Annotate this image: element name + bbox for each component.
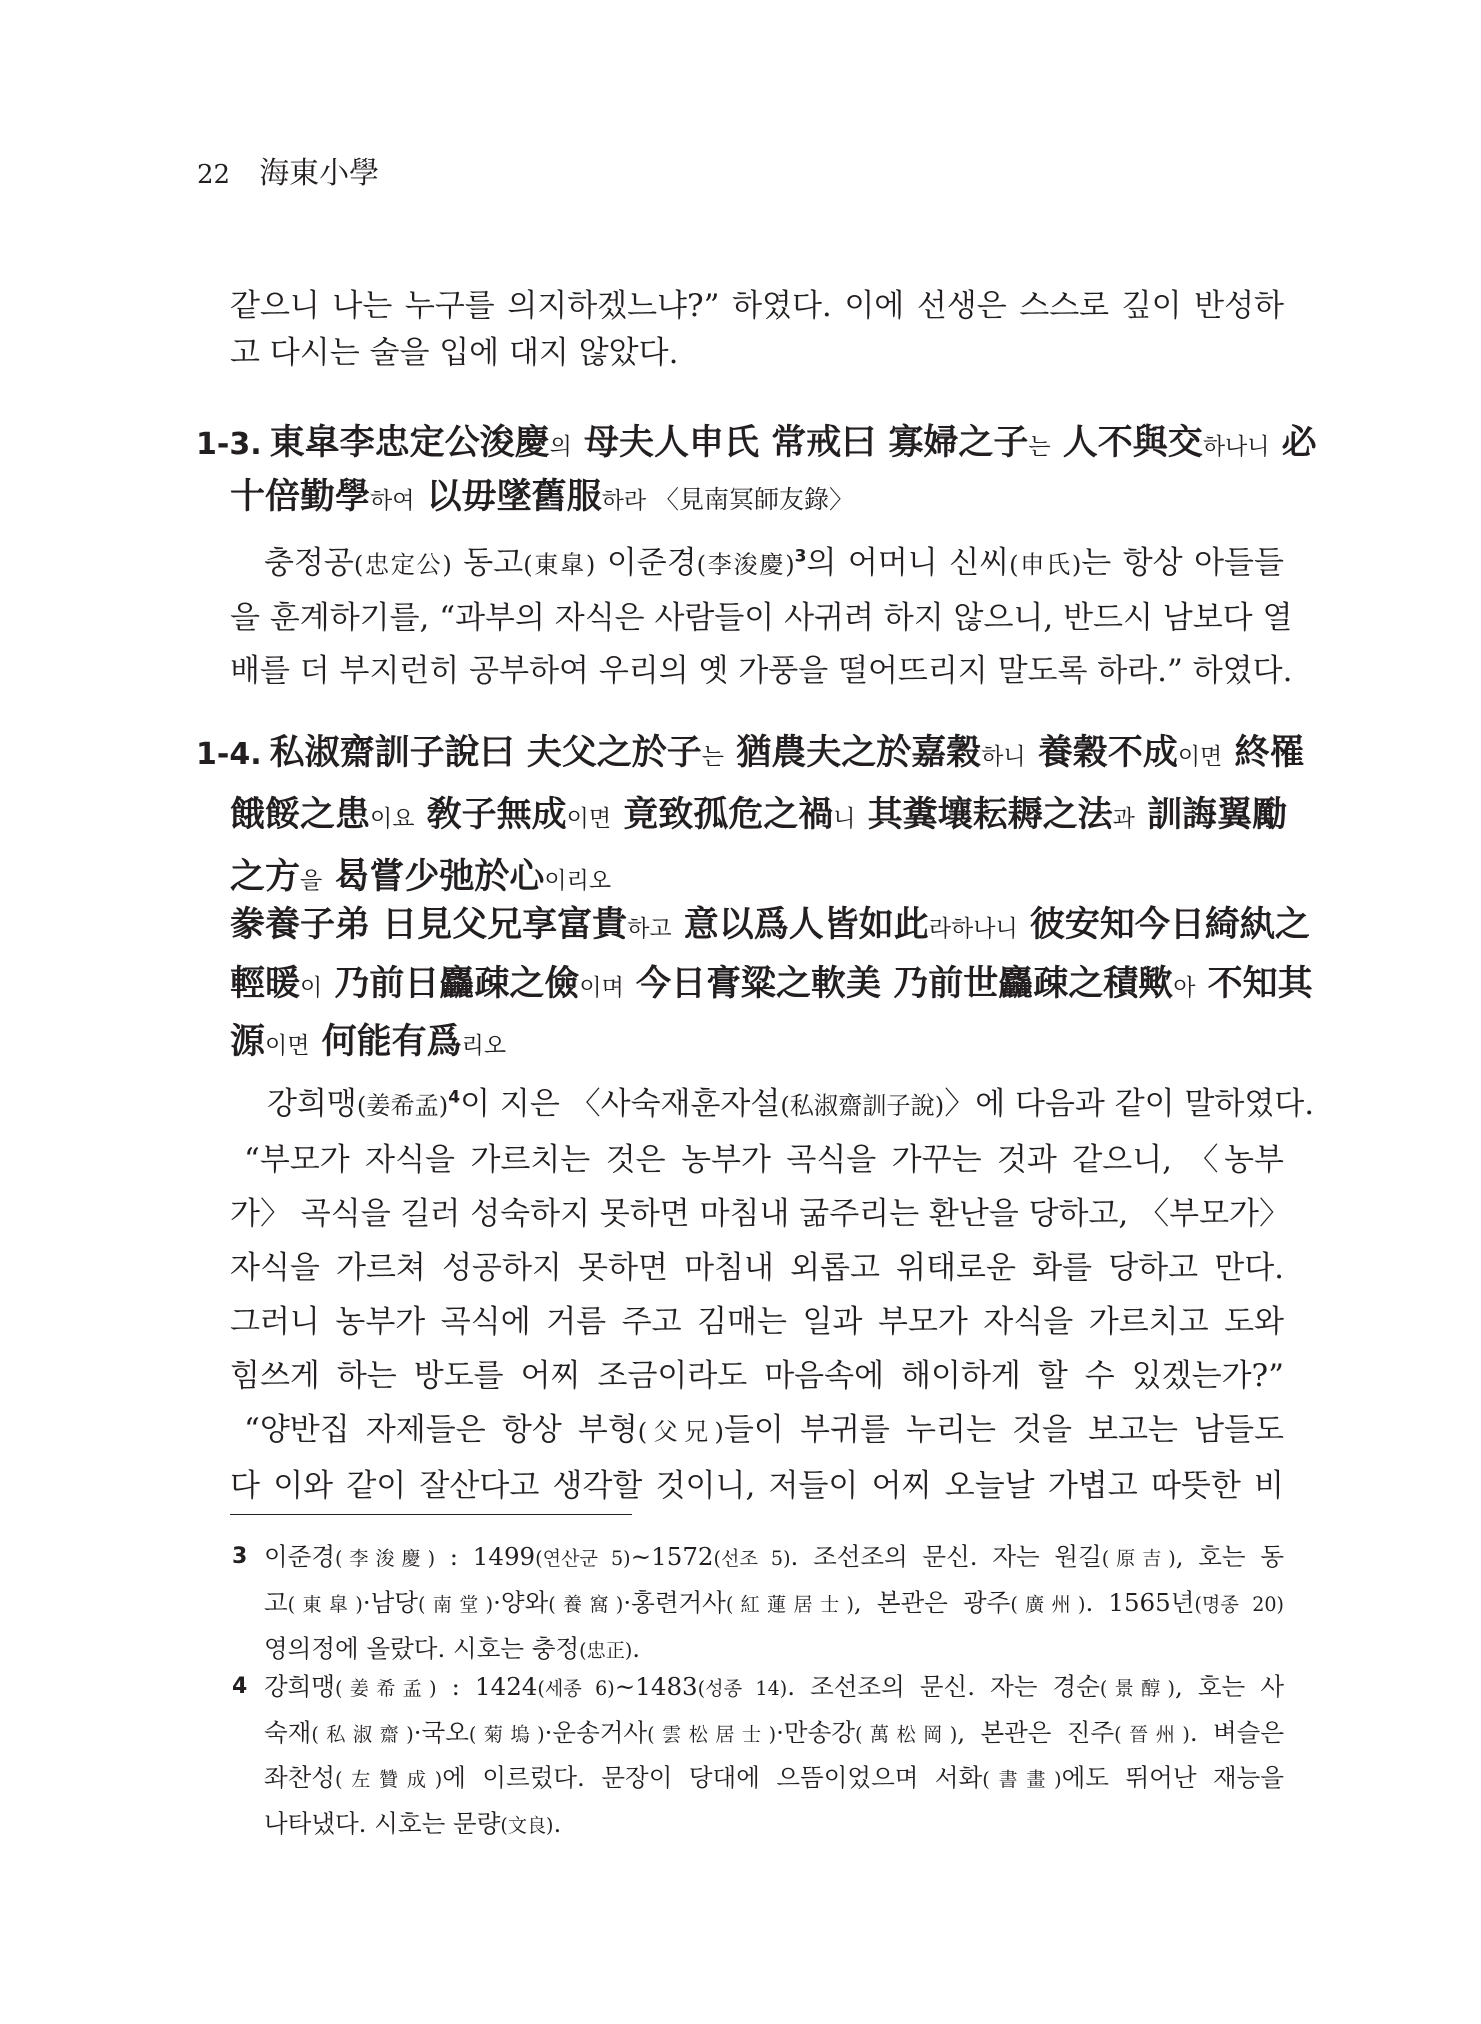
body-text: 에도 뛰어난 재능을 — [1061, 1763, 1285, 1792]
particle-text: 이 — [300, 974, 323, 1001]
text-line — [230, 1133, 1284, 1187]
hanja-annotation: (左贊成) — [335, 1768, 443, 1791]
hanja-annotation: (李浚慶) — [335, 1547, 436, 1570]
text-line — [230, 1295, 1284, 1349]
text-line — [230, 283, 1284, 330]
body-text: , 호는 사 — [1174, 1672, 1284, 1701]
body-text: 에 이르렀다. 문장이 당대에 으뜸이었으며 서화 — [442, 1763, 983, 1792]
text-line — [230, 472, 1284, 526]
hanja-text: 豢養子弟 日見父兄享富貴 — [230, 904, 628, 945]
hanja-text: 餓餒之患 — [230, 794, 371, 835]
hanja-annotation: (東皐) — [287, 1593, 363, 1616]
body-text: 힘쓰게 하는 방도를 어찌 조금이라도 마음속에 해이하게 할 수 있겠는가?” — [230, 1358, 1284, 1394]
hanja-annotation: (書畫) — [982, 1768, 1062, 1791]
hanja-annotation: (萬松岡) — [854, 1722, 958, 1746]
section-1-3-original-text — [196, 418, 1317, 526]
source-citation: 〈見南冥師友錄〉 — [646, 485, 855, 514]
body-text: ·양와 — [493, 1588, 549, 1617]
hanja-annotation: (姜希孟) — [335, 1677, 437, 1700]
hanja-text: 何能有爲 — [309, 1021, 462, 1062]
particle-text: 하고 — [627, 916, 672, 942]
particle-text: 의 — [549, 434, 572, 460]
body-text: 을 훈계하기를, “과부의 자식은 사람들이 사귀려 하지 않으니, 반드시 남보다 열 — [230, 600, 1293, 636]
hanja-annotation: (姜希孟) — [356, 1092, 449, 1120]
body-text: ·남당 — [362, 1588, 418, 1617]
particle-text: 과 — [1112, 806, 1135, 832]
text-line — [264, 1535, 1284, 1581]
section-1-4-translation — [230, 1077, 1315, 1513]
body-text: ~1572 — [630, 1542, 714, 1571]
hanja-text: 之方 — [230, 856, 301, 897]
body-text: 의 어머니 신씨 — [806, 545, 1010, 581]
hanja-text: 猶農夫之於嘉穀 — [724, 732, 982, 773]
hanja-text: 訓誨翼勵 — [1134, 794, 1288, 835]
footnote-marker: 3 — [794, 546, 807, 567]
text-line — [264, 1802, 1284, 1848]
particle-text: 는 — [701, 744, 725, 770]
body-text: 고 — [264, 1588, 288, 1617]
body-text: “양반집 자제들은 항상 부형 — [244, 1412, 638, 1448]
body-text: : 1424 — [436, 1672, 538, 1701]
text-line — [230, 1459, 1284, 1513]
hanja-text: 今日膏粱之軟美 乃前世麤疎之積歟 — [623, 962, 1174, 1004]
text-line — [230, 898, 1310, 957]
footnote-marker: 4 — [448, 1087, 461, 1108]
particle-text: 이요 — [370, 806, 415, 832]
text-line — [230, 645, 1293, 698]
body-text: 배를 더 부지런히 공부하여 우리의 옛 가풍을 떨어뜨리지 말도록 하라.” 하였다. — [230, 653, 1293, 689]
text-line — [196, 418, 1317, 472]
hanja-annotation: (성종 14) — [697, 1677, 788, 1700]
hanja-annotation: (廣州) — [1010, 1593, 1086, 1616]
hanja-text: 不知其 — [1195, 962, 1313, 1004]
hanja-annotation: (忠定公) — [353, 551, 452, 579]
particle-text: 이면 — [265, 1033, 310, 1059]
section-1-4-original-continuation — [230, 898, 1313, 1074]
body-text: 영의정에 올랐다. 시호는 충정 — [264, 1634, 580, 1663]
body-text: 들이 부귀를 누리는 것을 보고는 남들도 — [723, 1412, 1284, 1448]
body-text: ·운송거사 — [544, 1717, 648, 1747]
body-text: 이준경 — [595, 545, 697, 581]
hanja-text: 其糞壤耘耨之法 — [855, 794, 1113, 835]
hanja-text: 意以爲人皆如此 — [671, 904, 929, 945]
body-text: 같으니 나는 누구를 의지하겠느냐?” 하였다. 이에 선생은 스스로 깊이 반성하 — [230, 288, 1284, 324]
hanja-annotation: (原吉) — [1101, 1547, 1176, 1570]
body-text: . — [632, 1634, 641, 1663]
hanja-annotation: (文良) — [500, 1813, 554, 1837]
section-number: 1-3. — [196, 427, 262, 462]
body-text: . 벼슬은 — [1189, 1717, 1284, 1747]
body-text: ·만송강 — [776, 1717, 855, 1747]
hanja-annotation: (雲松居士) — [647, 1722, 777, 1746]
particle-text: 니 — [833, 806, 856, 832]
hanja-text: 東皐李忠定公浚慶 — [269, 422, 550, 463]
text-line — [230, 1187, 1290, 1241]
hanja-annotation: (景醇) — [1099, 1677, 1175, 1700]
text-line — [196, 724, 1305, 786]
body-text: 자식을 가르쳐 성공하지 못하면 마침내 외롭고 위태로운 화를 당하고 만다. — [230, 1250, 1284, 1286]
body-text: 〉에 다음과 같이 말하였다. — [944, 1086, 1315, 1122]
text-line — [230, 1015, 1284, 1074]
particle-text: 는 — [1028, 434, 1051, 460]
text-line — [230, 537, 1284, 592]
footnote-number: 4 — [232, 1674, 248, 1699]
body-text: 이 지은 〈사숙재훈자설 — [460, 1086, 781, 1122]
hanja-annotation: (선조 5) — [713, 1547, 791, 1570]
hanja-annotation: (명종 20) — [1194, 1593, 1284, 1616]
text-line — [264, 1581, 1284, 1627]
body-text: 나타냈다. 시호는 문량 — [264, 1808, 501, 1838]
hanja-annotation: (菊塢) — [468, 1722, 545, 1746]
text-line — [230, 957, 1313, 1016]
hanja-text: 曷嘗少弛於心 — [322, 856, 545, 897]
hanja-annotation: (세종 6) — [537, 1677, 615, 1700]
hanja-text: 以毋墜舊服 — [414, 476, 602, 517]
hanja-annotation: (忠正) — [579, 1639, 633, 1662]
continued-paragraph — [230, 283, 1284, 377]
body-text: 충정공 — [264, 545, 354, 581]
hanja-annotation: (晉州) — [1114, 1722, 1190, 1746]
particle-text: 이리오 — [544, 868, 612, 894]
section-1-3-translation — [230, 537, 1293, 698]
particle-text: 이면 — [566, 806, 612, 832]
hanja-text: 乃前日麤疎之儉 — [322, 962, 580, 1004]
text-line — [230, 1403, 1284, 1459]
footnote-divider — [230, 1514, 632, 1515]
text-line — [230, 1349, 1284, 1403]
body-text: 이준경 — [264, 1542, 336, 1571]
body-text: 숙재 — [264, 1717, 312, 1747]
body-text: 다 이와 같이 잘산다고 생각할 것이니, 저들이 어찌 오늘날 가볍고 따뜻한 비 — [230, 1468, 1284, 1504]
hanja-annotation: (연산군 5) — [535, 1547, 631, 1570]
body-text: ·홍련거사 — [623, 1588, 726, 1617]
particle-text: 하라 — [601, 488, 647, 514]
running-head — [197, 154, 379, 194]
hanja-text: 終罹 — [1222, 732, 1305, 773]
body-text: 는 항상 아들들 — [1081, 545, 1284, 581]
page-number: 22 — [197, 160, 231, 190]
hanja-text: 私淑齋訓子說曰 夫父之於子 — [269, 732, 702, 773]
particle-text: 아 — [1173, 974, 1196, 1001]
body-text: ~1483 — [614, 1672, 698, 1701]
text-line — [264, 1756, 1284, 1802]
body-text: 고 다시는 술을 입에 대지 않았다. — [230, 335, 679, 371]
hanja-annotation: (申氏) — [1009, 551, 1082, 579]
hanja-text: 輕暖 — [230, 962, 301, 1004]
body-text: 그러니 농부가 곡식에 거름 주고 김매는 일과 부모가 자식을 가르치고 도와 — [230, 1304, 1284, 1340]
body-text: 좌찬성 — [264, 1763, 336, 1792]
body-text: , 호는 동 — [1175, 1542, 1284, 1571]
particle-text: 이며 — [579, 974, 624, 1001]
hanja-annotation: (私淑齋訓子說) — [780, 1092, 945, 1120]
text-line — [264, 1665, 1284, 1711]
text-line — [264, 1711, 1284, 1757]
hanja-text: 竟致孤危之禍 — [611, 794, 834, 835]
particle-text: 이면 — [1177, 744, 1223, 770]
text-line — [230, 330, 1284, 377]
hanja-text: 彼安知今日綺紈之 — [1017, 904, 1310, 945]
hanja-text: 必 — [1269, 422, 1317, 463]
text-line — [230, 592, 1293, 645]
footnote-number: 3 — [232, 1544, 248, 1569]
section-1-4-original-text — [196, 724, 1305, 910]
body-text: 동고 — [451, 545, 524, 581]
body-text: , 본관은 진주 — [957, 1717, 1115, 1747]
body-text: ·국오 — [413, 1717, 469, 1747]
particle-text: 하니 — [981, 744, 1026, 770]
particle-text: 하나니 — [1202, 434, 1270, 460]
hanja-annotation: (養窩) — [548, 1593, 624, 1616]
body-text: : 1499 — [435, 1542, 536, 1571]
hanja-annotation: (父兄) — [637, 1418, 724, 1446]
hanja-annotation: (李浚慶) — [696, 551, 795, 579]
hanja-text: 源 — [230, 1021, 266, 1062]
body-text: . 1565년 — [1085, 1588, 1195, 1617]
hanja-annotation: (私淑齋) — [311, 1722, 414, 1746]
book-title: 海東小學 — [259, 156, 380, 191]
body-text: . — [553, 1808, 562, 1838]
body-text: 강희맹 — [267, 1086, 357, 1122]
text-line — [230, 786, 1288, 848]
particle-text: 을 — [300, 868, 323, 894]
text-line — [230, 1241, 1284, 1295]
body-text: . 조선조의 문신. 자는 경순 — [787, 1672, 1100, 1701]
hanja-annotation: (東皐) — [523, 551, 596, 579]
body-text: “부모가 자식을 가르치는 것은 농부가 곡식을 가꾸는 것과 같으니, 〈농부 — [244, 1142, 1284, 1178]
section-number: 1-4. — [196, 737, 262, 772]
body-text: 강희맹 — [264, 1672, 336, 1701]
text-line — [230, 1077, 1315, 1133]
hanja-text: 養穀不成 — [1025, 732, 1178, 773]
hanja-text: 人不與交 — [1050, 422, 1203, 463]
hanja-text: 母夫人申氏 常戒曰 寡婦之子 — [571, 422, 1029, 463]
footnote-4-text — [264, 1665, 1284, 1847]
hanja-text: 十倍勤學 — [230, 476, 371, 517]
particle-text: 리오 — [461, 1033, 507, 1059]
footnote-3-text — [264, 1535, 1284, 1673]
hanja-annotation: (南堂) — [417, 1593, 494, 1616]
body-text: 가〉 곡식을 길러 성숙하지 못하면 마침내 굶주리는 환난을 당하고, 〈부모가〉 — [230, 1196, 1290, 1232]
body-text: . 조선조의 문신. 자는 원길 — [790, 1542, 1102, 1571]
hanja-text: 敎子無成 — [414, 794, 567, 835]
particle-text: 하여 — [370, 488, 415, 514]
hanja-annotation: (紅蓮居士) — [725, 1593, 854, 1616]
body-text: , 본관은 광주 — [853, 1588, 1011, 1617]
particle-text: 라하나니 — [928, 916, 1018, 942]
